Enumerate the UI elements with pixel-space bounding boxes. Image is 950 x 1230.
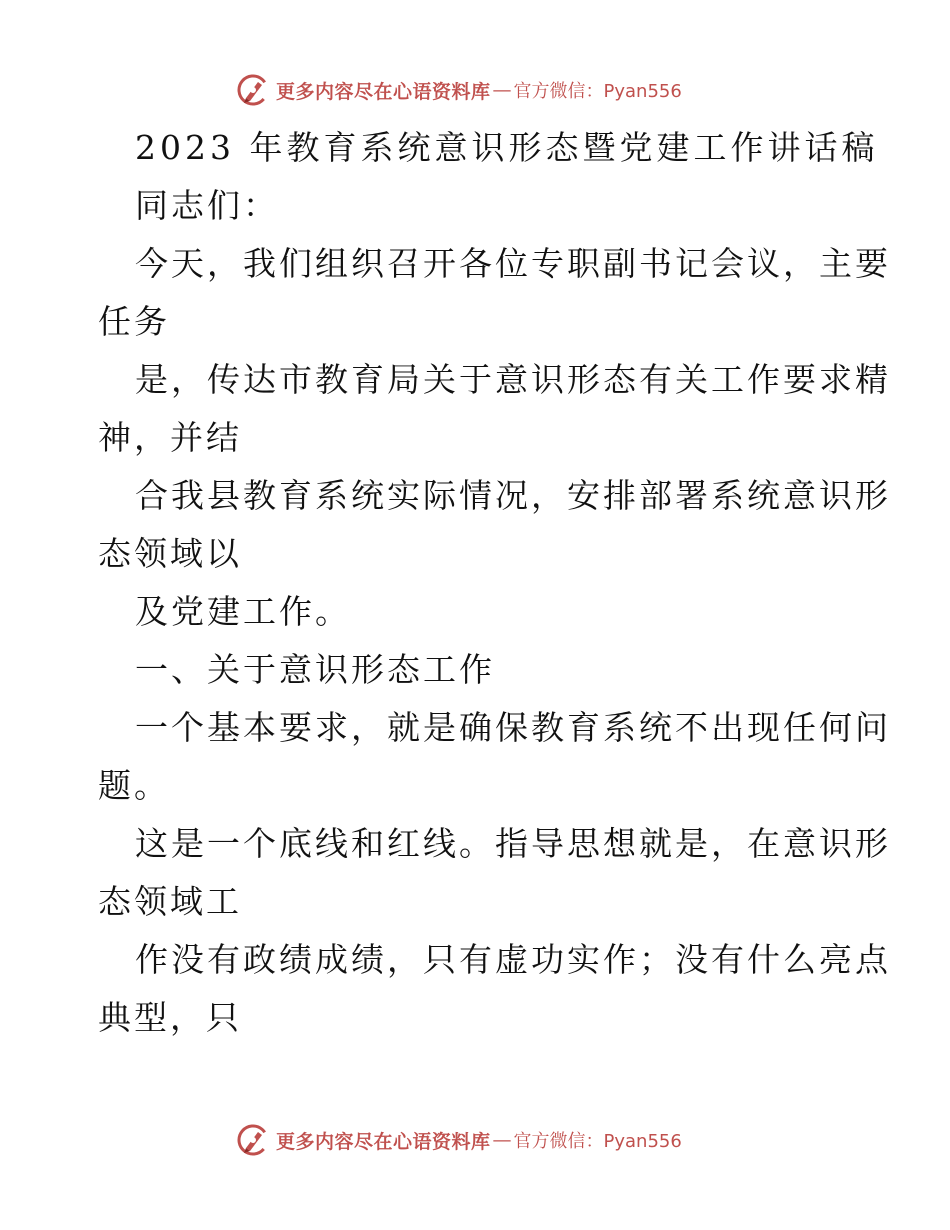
- paragraph-line: 这是一个底线和红线。指导思想就是，在意识形: [135, 824, 891, 863]
- paragraph-line: 典型，只: [98, 998, 242, 1037]
- paragraph-line: 题。: [98, 766, 170, 805]
- pen-ring-logo-icon: [236, 73, 270, 107]
- banner-dash: —: [492, 1129, 512, 1151]
- pen-ring-logo-icon: [236, 1123, 270, 1157]
- section-heading: 一、关于意识形态工作: [135, 650, 495, 689]
- paragraph-line: 态领域工: [98, 882, 242, 921]
- banner-wechat-id: 官方微信：Pyan556: [513, 1131, 682, 1152]
- header-watermark-banner: [236, 73, 682, 107]
- banner-slogan: 更多内容尽在心语资料库: [276, 80, 491, 103]
- footer-watermark-banner: [236, 1123, 682, 1157]
- banner-wechat-id: 官方微信：Pyan556: [513, 81, 682, 102]
- paragraph-line: 及党建工作。: [135, 592, 351, 631]
- banner-slogan: 更多内容尽在心语资料库: [276, 1130, 491, 1153]
- paragraph-line: 作没有政绩成绩，只有虚功实作；没有什么亮点: [135, 940, 891, 979]
- document-title: 2023 年教育系统意识形态暨党建工作讲话稿: [135, 128, 879, 167]
- banner-dash: —: [492, 79, 512, 101]
- paragraph-line: 合我县教育系统实际情况，安排部署系统意识形: [135, 476, 891, 515]
- paragraph-line: 一个基本要求，就是确保教育系统不出现任何问: [135, 708, 891, 747]
- paragraph-line: 是，传达市教育局关于意识形态有关工作要求精: [135, 360, 891, 399]
- paragraph-line: 神，并结: [98, 418, 242, 457]
- paragraph-line: 态领域以: [98, 534, 242, 573]
- paragraph-line: 同志们：: [135, 186, 279, 225]
- paragraph-line: 今天，我们组织召开各位专职副书记会议，主要: [135, 244, 891, 283]
- paragraph-line: 任务: [98, 302, 170, 341]
